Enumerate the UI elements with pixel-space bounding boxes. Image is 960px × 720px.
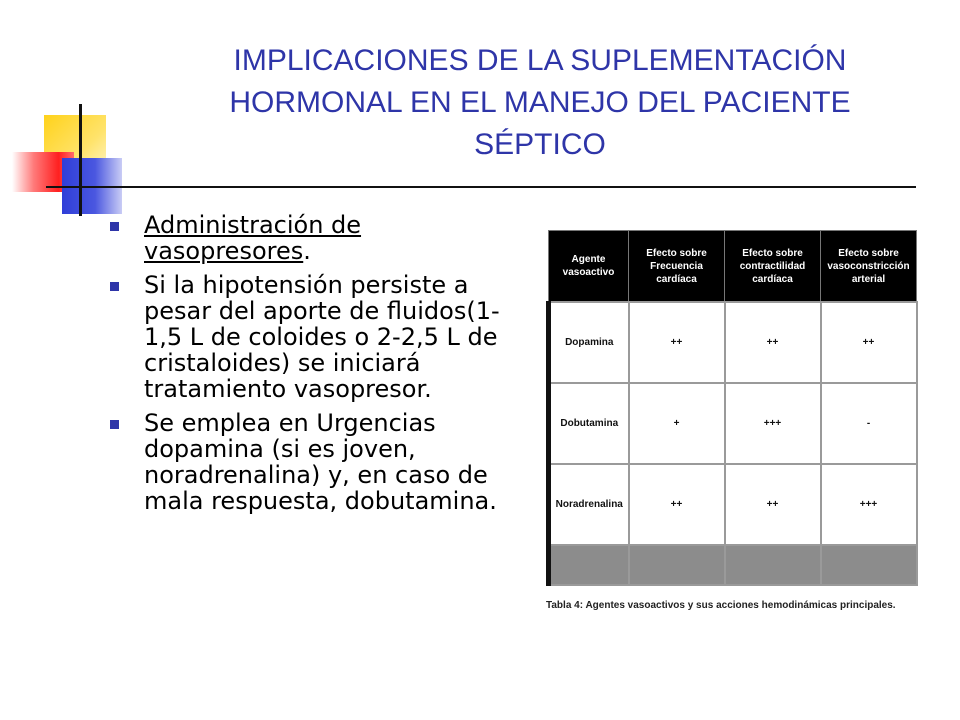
table-header-cell: Agente vasoactivo [549,231,629,303]
table-cell: ++ [725,302,821,383]
bullet-item [108,272,523,402]
table-cell-agent: Dopamina [549,302,629,383]
table-row [549,464,917,545]
table-cell: +++ [725,383,821,464]
table-row [549,302,917,383]
table-cell: ++ [629,464,725,545]
table-cell-agent: Noradrenalina [549,464,629,545]
table-cell: - [821,383,917,464]
decor-horizontal-line [46,186,916,188]
decor-vertical-line [79,104,82,216]
table-cell: ++ [629,302,725,383]
table-empty-row [549,545,917,585]
table-row [549,383,917,464]
empty-cell [549,545,629,585]
square-bullet-icon [110,420,119,429]
table-header-cell: Efecto sobre vasoconstricción arterial [821,231,917,303]
empty-cell [725,545,821,585]
table-header-row [549,231,917,303]
vasoactive-table [546,230,918,586]
table-header-cell: Efecto sobre Frecuencia cardíaca [629,231,725,303]
bullet-list [108,212,523,522]
bullet-tail: . [303,237,311,265]
table-header-cell: Efecto sobre contractilidad cardíaca [725,231,821,303]
table-cell-agent: Dobutamina [549,383,629,464]
square-bullet-icon [110,282,119,291]
table-cell: + [629,383,725,464]
vasoactive-table-image [546,230,916,578]
bullet-text: Si la hipotensión persiste a pesar del aporte de fluidos(1-1,5 L de coloides o 2-2,5 L de cristaloides) se iniciará tratamiento vasopresor. [144,271,500,403]
bullet-underlined-text: Administración de vasopresores [144,211,362,265]
empty-cell [629,545,725,585]
table-caption: Tabla 4: Agentes vasoactivos y sus acciones hemodinámicas principales. [546,600,896,611]
square-bullet-icon [110,222,119,231]
table-cell: +++ [821,464,917,545]
table-cell: ++ [821,302,917,383]
bullet-item [108,212,523,264]
slide-title: IMPLICACIONES DE LA SUPLEMENTACIÓN HORMONAL EN EL MANEJO DEL PACIENTE SÉPTICO [229,44,851,161]
bullet-item [108,410,523,514]
table-cell: ++ [725,464,821,545]
bullet-text: Se emplea en Urgencias dopamina (si es joven, noradrenalina) y, en caso de mala respuesta, dobutamina. [144,409,497,515]
empty-cell [821,545,917,585]
